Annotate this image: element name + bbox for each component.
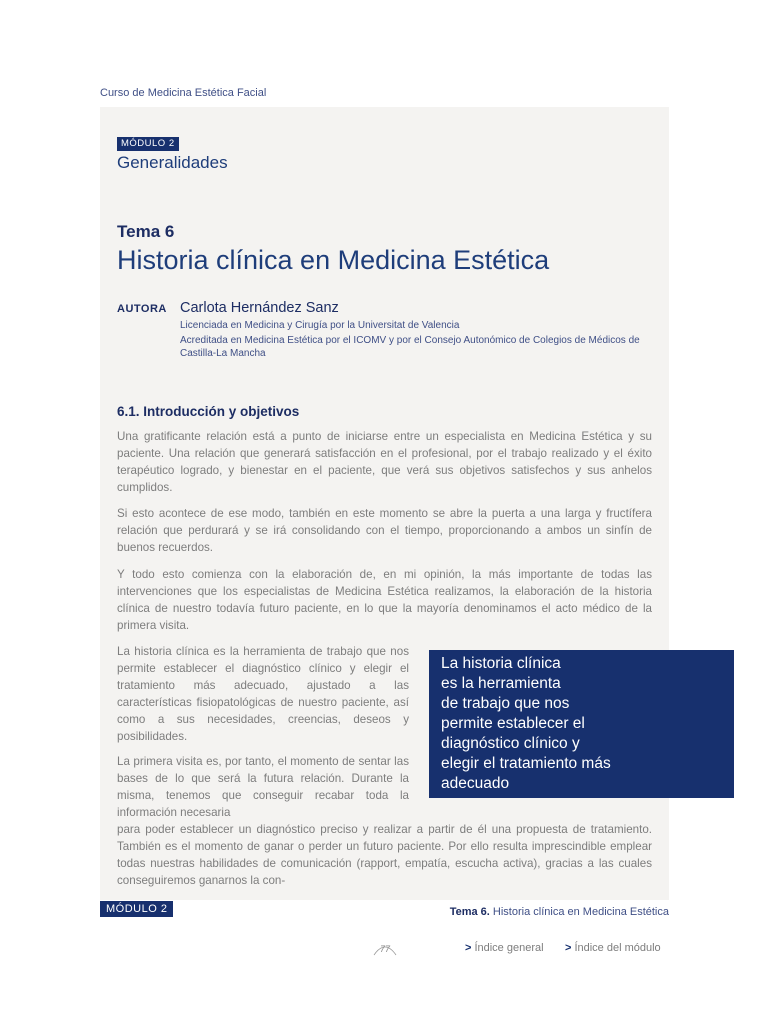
footer-topic-label: Tema 6.	[449, 906, 490, 918]
paragraph: La primera visita es, por tanto, el momento de sentar las bases de lo que será la futura relación. Durante la misma, tenemos que conseguir recabar toda la información necesaria	[117, 755, 409, 819]
paragraph: La historia clínica es la herramienta de trabajo que nos permite establecer el diagnóstico clínico y elegir el tratamiento más adecuado, ajustado a las características fisiopatológicas de nuestro paciente, así como a sus necesidades, creencias, deseos y posibilidades.	[117, 645, 409, 743]
general-index-label: Índice general	[474, 942, 544, 954]
footer-topic	[450, 906, 669, 918]
paragraph: Y todo esto comienza con la elaboración de, en mi opinión, la más importante de todas las intervenciones que los especialistas de Medicina Estética realizamos, la elaboración de la historia clínica de nuestro todavía futuro paciente, en lo que la mayoría denominamos el acto médico de la primera visita.	[117, 568, 652, 632]
author-name: Carlota Hernández Sanz	[180, 300, 339, 316]
section-title: 6.1. Introducción y objetivos	[117, 404, 300, 419]
author-label: AUTORA	[117, 303, 167, 315]
topic-label: Tema 6	[117, 222, 175, 241]
paragraph: para poder establecer un diagnóstico preciso y realizar a partir de él una propuesta de tratamiento. También es el momento de ganar o perder un futuro paciente. Por ello resulta imprescindible emplear todas nuestras habilidades de comunicación (rapport, empatía, escucha activa), gracias a las cuales conseguiremos ganarnos la con-	[117, 823, 652, 887]
module-index-link[interactable]	[565, 942, 661, 954]
general-index-link[interactable]	[465, 942, 544, 954]
chevron-right-icon: >	[465, 942, 472, 954]
paragraph: Si esto acontece de ese modo, también en este momento se abre la puerta a una larga y fructífera relación que perdurará y se irá consolidando con el tiempo, proporcionando a ambos un sinfín de buenos recuerdos.	[117, 507, 652, 554]
course-title: Curso de Medicina Estética Facial	[100, 87, 267, 99]
page-number-value: 77	[379, 944, 390, 954]
chevron-right-icon: >	[565, 942, 572, 954]
page-number	[372, 941, 398, 957]
topic-title: Historia clínica en Medicina Estética	[117, 245, 550, 275]
module-badge: MÓDULO 2	[117, 137, 179, 151]
module-index-label: Índice del módulo	[574, 942, 661, 954]
footer-module-badge: MÓDULO 2	[100, 901, 173, 917]
paragraph: Una gratificante relación está a punto de iniciarse entre un especialista en Medicina Estética y su paciente. Una relación que generará satisfacción en el profesional, por el trabajo realizado y el éxito terapéutico logrado, y bienestar en el paciente, que verá sus objetivos satisfechos y sus anhelos cumplidos.	[117, 430, 652, 494]
footer-topic-title: Historia clínica en Medicina Estética	[492, 906, 669, 918]
author-credential: Licenciada en Medicina y Cirugía por la Universitat de Valencia	[180, 320, 460, 331]
module-name: Generalidades	[117, 153, 228, 172]
author-credential: Acreditada en Medicina Estética por el ICOMV y por el Consejo Autonómico de Colegios de Médicos de Castilla-La Mancha	[180, 335, 640, 359]
pull-quote: La historia clínica es la herramienta de trabajo que nos permite establecer el diagnóstico clínico y elegir el tratamiento más adecuado	[429, 650, 734, 798]
